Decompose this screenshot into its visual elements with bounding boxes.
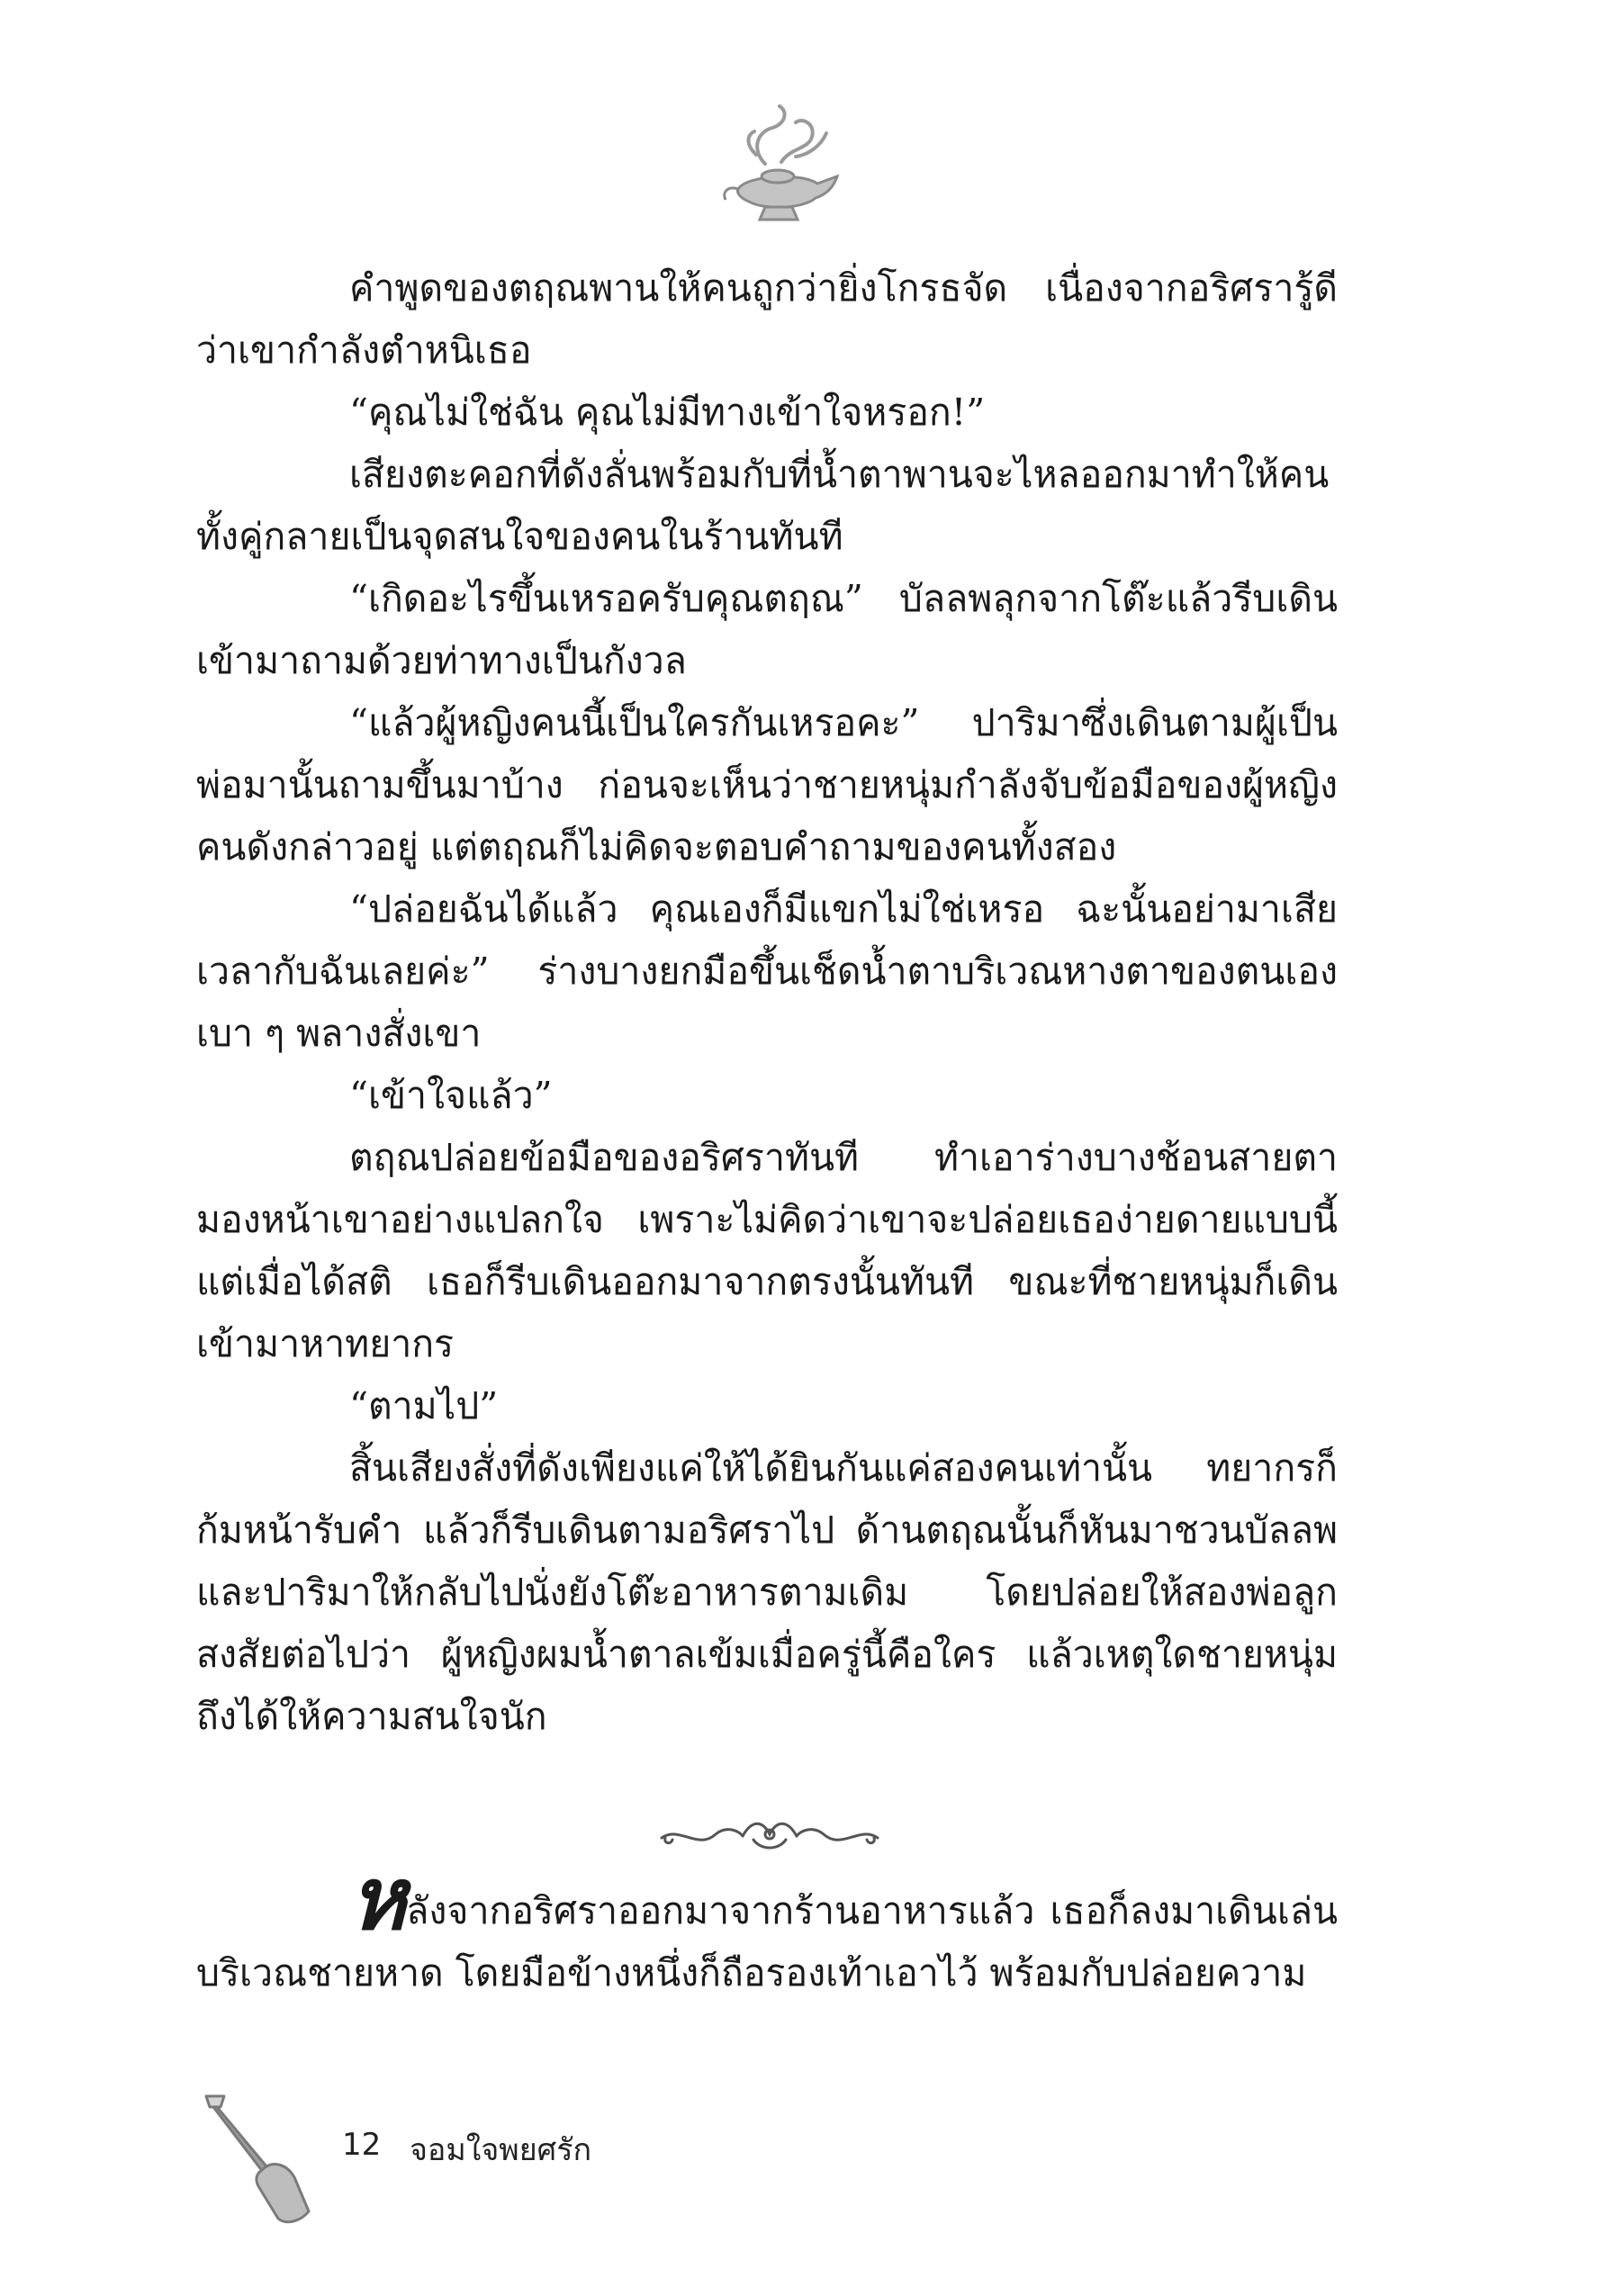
magic-lamp-icon (702, 101, 855, 227)
paragraph: “แล้วผู้หญิงคนนี้เป็นใครกันเหรอคะ” ปาริมาซึ่งเดินตามผู้เป็นพ่อมานั้นถามขึ้นมาบ้าง ก่อนจะเห็นว่าชายหนุ่มกำลังจับข้อมือของผู้หญิงคนดังกล่าวอยู่ แต่ตฤณก็ไม่คิดจะตอบคำถามของคนทั้งสอง (196, 701, 1338, 869)
paragraph: เสียงตะคอกที่ดังลั่นพร้อมกับที่น้ำตาพานจะไหลออกมาทำให้คนทั้งคู่กลายเป็นจุดสนใจของคนในร้านทันที (196, 453, 1330, 558)
paragraph: “เกิดอะไรขึ้นเหรอครับคุณตฤณ” บัลลพลุกจากโต๊ะแล้วรีบเดินเข้ามาถามด้วยท่าทางเป็นกังวล (196, 577, 1338, 682)
flourish-divider-icon (653, 1807, 887, 1861)
paragraph: “ตามไป” (349, 1384, 499, 1427)
body-text (196, 257, 1338, 1748)
drop-cap: ห (349, 1848, 405, 1949)
paragraph: สิ้นเสียงสั่งที่ดังเพียงแค่ให้ได้ยินกันแค่สองคนเท่านั้น ทยากรก็ก้มหน้ารับคำ แล้วก็รีบเดินตามอริศราไป ด้านตฤณนั้นก็หันมาชวนบัลลพและปาริมาให้กลับไปนั่งยังโต๊ะอาหารตามเดิม โดยปล่อยให้สองพ่อลูกสงสัยต่อไปว่า ผู้หญิงผมน้ำตาลเข้มเมื่อครู่นี้คือใคร แล้วเหตุใดชายหนุ่มถึงได้ให้ความสนใจนัก (196, 1446, 1338, 1738)
section-paragraph (196, 1848, 1338, 2004)
section-text: ลังจากอริศราออกมาจากร้านอาหารแล้ว เธอก็ลงมาเดินเล่นบริเวณชายหาด โดยมือข้างหนึ่งก็ถือรองเท้าเอาไว้ พร้อมกับปล่อยความ (196, 1889, 1338, 1994)
section-two (196, 1848, 1338, 2004)
paragraph: “คุณไม่ใช่ฉัน คุณไม่มีทางเข้าใจหรอก!” (349, 391, 986, 434)
paragraph: “ปล่อยฉันได้แล้ว คุณเองก็มีแขกไม่ใช่เหรอ ฉะนั้นอย่ามาเสียเวลากับฉันเลยค่ะ” ร่างบางยกมือขึ้นเช็ดน้ำตาบริเวณหางตาของตนเองเบา ๆ พลางสั่งเขา (196, 887, 1338, 1055)
page-footer (194, 2093, 734, 2228)
paragraph: คำพูดของตฤณพานให้คนถูกว่ายิ่งโกรธจัด เนื่องจากอริศรารู้ดีว่าเขากำลังตำหนิเธอ (196, 266, 1338, 372)
page-number: 12 (342, 2127, 382, 2163)
book-title: จอมใจพยศรัก (410, 2132, 592, 2168)
shovel-icon (194, 2093, 320, 2228)
paragraph: ตฤณปล่อยข้อมือของอริศราทันที ทำเอาร่างบางช้อนสายตามองหน้าเขาอย่างแปลกใจ เพราะไม่คิดว่าเขาจะปล่อยเธอง่ายดายแบบนี้ แต่เมื่อได้สติ เธอก็รีบเดินออกมาจากตรงนั้นทันที ขณะที่ชายหนุ่มก็เดินเข้ามาหาทยากร (196, 1136, 1338, 1365)
paragraph: “เข้าใจแล้ว” (349, 1074, 553, 1117)
